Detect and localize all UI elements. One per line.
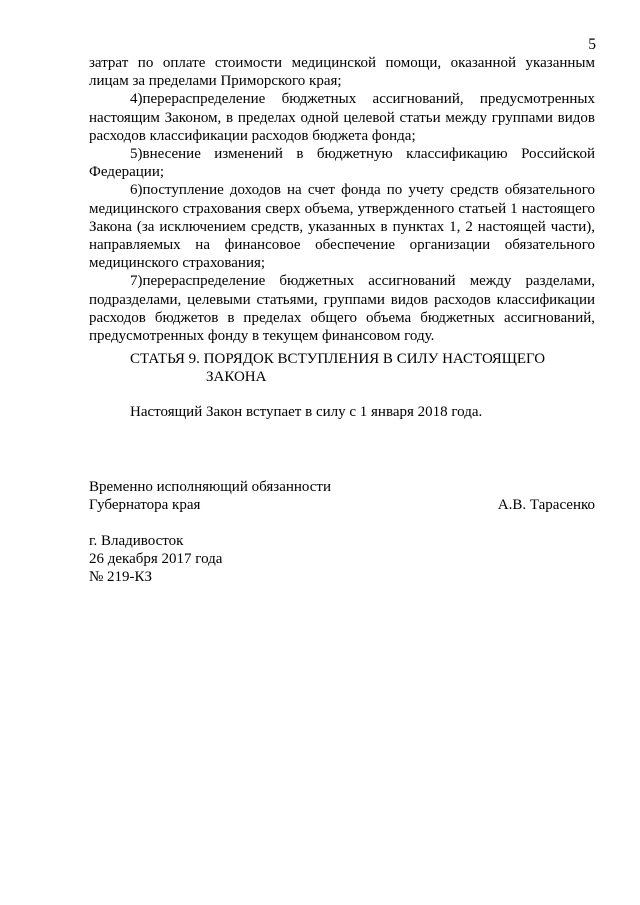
- article-title-line-2: ЗАКОНА: [206, 369, 267, 386]
- page-number: 5: [588, 36, 596, 53]
- article-title-line-1: СТАТЬЯ 9. ПОРЯДОК ВСТУПЛЕНИЯ В СИЛУ НАСТОЯЩЕГО: [130, 351, 546, 367]
- paragraph-item-6: 6)поступление доходов на счет фонда по учету средств обязательного медицинского страхования сверх объема, утвержденного статьей 1 настоящего Закона (за исключением средств, указанных в пунктах 1, 2 настоящей части), направляемых на финансовое обеспечение организации обязательного медицинского страхования;: [89, 182, 595, 272]
- article-9-text: Настоящий Закон вступает в силу с 1 января 2018 года.: [130, 404, 483, 420]
- paragraph-item-7: 7)перераспределение бюджетных ассигнований между разделами, подразделами, целевыми статьями, группами видов расходов классификации расходов бюджетов в пределах общего объема бюджетных ассигнований, предусмотренных фонду в текущем финансовом году.: [89, 273, 595, 345]
- signatory-name: А.В. Тарасенко: [497, 497, 595, 514]
- paragraph-continuation: затрат по оплате стоимости медицинской помощи, оказанной указанным лицам за пределами Приморского края;: [89, 55, 595, 90]
- adoption-date: 26 декабря 2017 года: [89, 551, 223, 568]
- adoption-details: [89, 532, 389, 587]
- paragraph-item-4: 4)перераспределение бюджетных ассигнований, предусмотренных настоящим Законом, в пределах одной целевой статьи между группами видов расходов классификации расходов бюджета фонда;: [89, 91, 595, 144]
- signatory-position-line-2: Губернатора края: [89, 497, 201, 514]
- law-number: № 219-КЗ: [89, 569, 153, 586]
- signature-block: [89, 478, 595, 514]
- adoption-city: г. Владивосток: [89, 533, 184, 549]
- signature-row: [89, 496, 595, 514]
- law-text-continuation: [89, 54, 595, 345]
- paragraph-item-5: 5)внесение изменений в бюджетную классификацию Российской Федерации;: [89, 146, 595, 181]
- signatory-position-line-1: Временно исполняющий обязанности: [89, 479, 332, 495]
- article-9-heading: [130, 350, 570, 386]
